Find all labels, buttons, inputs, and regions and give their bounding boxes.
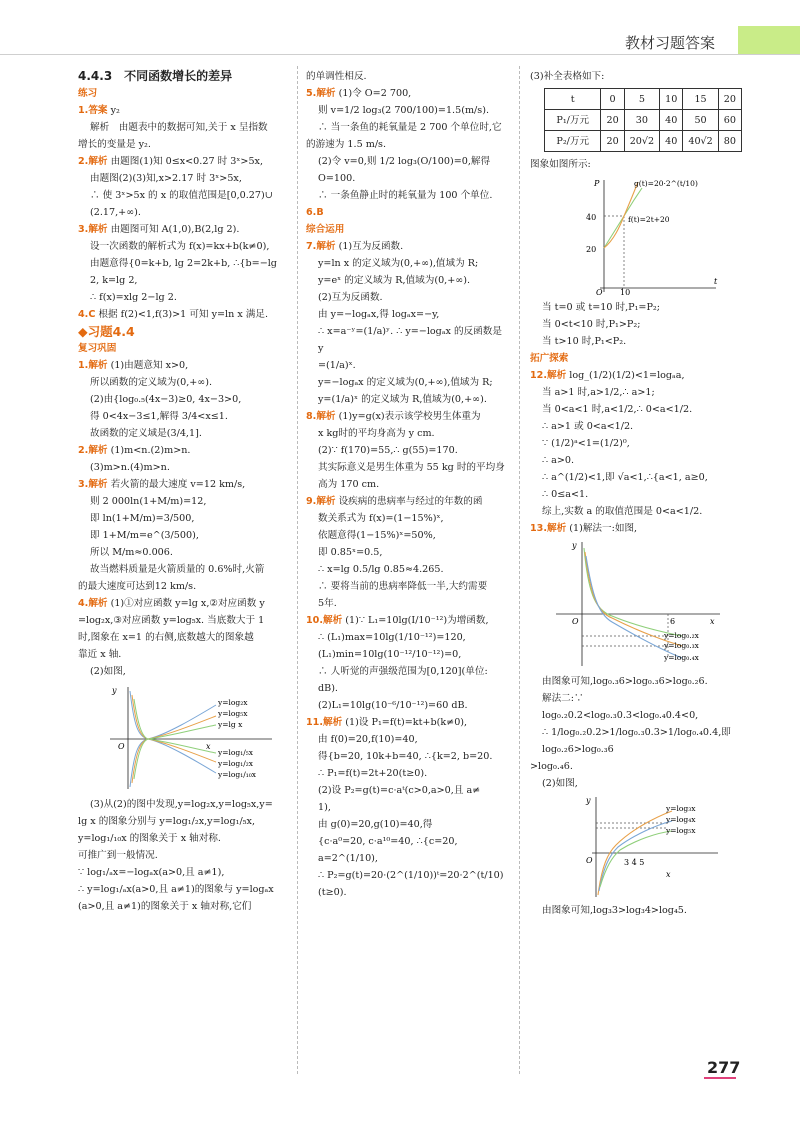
answer-line: 的单调性相反. [306, 71, 367, 82]
x-tick-label: 6 [670, 617, 676, 626]
item-head: 10.解析 [306, 615, 343, 626]
item-head: 2.解析 [78, 445, 108, 456]
apply-label: 综合运用 [306, 224, 345, 235]
answer-line: 可推广到一般情况. [78, 850, 158, 861]
answer-line: y=(1/a)ˣ 的定义域为 R,值域为(0,+∞). [318, 394, 487, 405]
curve-lg [134, 725, 216, 779]
answer-line: x kg时的平均身高为 y cm. [318, 428, 435, 439]
answer-line [78, 221, 288, 238]
page-number-underline [704, 1077, 736, 1079]
answer-line: (2.17,+∞). [90, 207, 141, 218]
column-3 [530, 68, 742, 919]
answer-line: 则 2 000ln(1+M/m)=12, [90, 496, 207, 507]
table-cell: 15 [683, 89, 718, 110]
curve-label: y=log₀.₂x [664, 631, 699, 640]
answer-line: 其实际意义是男生体重为 55 kg 时的平均身 [318, 462, 505, 473]
answer-line: 所以函数的定义域为(0,+∞). [90, 377, 213, 388]
answer-text: (1)解法一:如图, [569, 523, 638, 534]
curve-label: y=log₀.₃x [664, 641, 699, 650]
answer-line: 得{b=20, 10k+b=40, ∴{k=2, b=20. [318, 751, 493, 762]
header-title: 教材习题答案 [625, 34, 716, 52]
answer-line: 当 0<t<10 时,P₁>P₂; [542, 319, 641, 330]
curve-label: y=log₁/₅x [218, 748, 254, 757]
curve-label: y=log₀.₄x [664, 653, 699, 662]
answer-line: (2)令 v=0,则 1/2 log₃(O/100)=0,解得 O=100. [318, 156, 491, 184]
answer-text: y₂ [110, 105, 120, 116]
answer-text: 若火箭的最大速度 v=12 km/s, [110, 479, 246, 490]
table-cell: P₁/万元 [545, 110, 601, 131]
answer-line: 当 t=0 或 t=10 时,P₁=P₂; [542, 302, 661, 313]
table-cell: 10 [660, 89, 683, 110]
answer-text: 由题图可知 A(1,0),B(2,lg 2). [110, 224, 240, 235]
table-cell: 0 [601, 89, 624, 110]
answer-line: 数关系式为 f(x)=(1−15%)ˣ, [318, 513, 444, 524]
table-cell: P₂/万元 [545, 131, 601, 152]
curve-label: y=log₁/₁₀x [218, 770, 257, 779]
answer-line [78, 476, 288, 493]
table-cell: 5 [624, 89, 659, 110]
answer-line: 增长的变量是 y₂. [78, 139, 151, 150]
answer-line: 由图象可知,log₃3>log₃4>log₄5. [542, 905, 687, 916]
answer-text: log_(1/2)(1/2)<1=logₐa, [569, 370, 685, 381]
answer-line: ∴ a^(1/2)<1,即 √a<1,∴{a<1, a≥0, [542, 472, 708, 483]
answer-line: 解法二:∵ log₀.₂0.2<log₀.₃0.3<log₀.₄0.4<0, [542, 693, 699, 721]
page-number: 277 [707, 1058, 741, 1077]
x-axis-label: x [666, 870, 671, 879]
answer-line: 故函数的定义域是(3/4,1]. [90, 428, 202, 439]
x-axis-label: x [206, 742, 211, 751]
answer-line: {c·a⁰=20, c·a¹⁰=40, ∴{c=20, a=2^(1/10), [318, 836, 458, 864]
curve-label: f(t)=2t+20 [628, 215, 670, 224]
item-head: 7.解析 [306, 241, 336, 252]
answer-text: (1)m<n.(2)m>n. [110, 445, 191, 456]
x-tick-label: 10 [620, 288, 631, 296]
log-graph-figure [106, 683, 278, 793]
answer-line: 依题意得(1−15%)ˣ=50%, [318, 530, 436, 541]
answer-line: (L₁)min=10lg(10⁻¹²/10⁻¹²)=0, [318, 649, 462, 660]
answer-line [78, 357, 288, 374]
answer-line: y=log₁/₁₀x 的图象关于 x 轴对称. [78, 833, 221, 844]
table-row [545, 89, 742, 110]
item-head: 12.解析 [530, 370, 567, 381]
item-head: 4.C [78, 309, 96, 320]
answer-line: 高为 170 cm. [318, 479, 380, 490]
table-cell: 80 [718, 131, 741, 152]
log-base-compare-figure-2 [572, 795, 722, 899]
curve-label: y=lg x [218, 720, 243, 729]
curve-log4 [599, 821, 672, 891]
answer-line: ∴ x=lg 0.5/lg 0.85≈4.265. [318, 564, 444, 575]
answer-line: ∴ 0≤a<1. [542, 489, 589, 500]
answer-line: (2)互为反函数. [318, 292, 383, 303]
answer-line: dB). [318, 683, 338, 694]
curve-label: y=log₂x [218, 698, 248, 707]
x-axis-label: x [710, 617, 715, 626]
answer-line: ∴ 人听觉的声强级范围为[0,120](单位: [318, 666, 488, 677]
explore-label: 拓广探索 [530, 353, 569, 364]
answer-line: 即 0.85ˣ=0.5, [318, 547, 383, 558]
table-cell: 20 [601, 131, 624, 152]
item-head: 11.解析 [306, 717, 343, 728]
item-head: 13.解析 [530, 523, 567, 534]
item-head: 2.解析 [78, 156, 108, 167]
item-head: 4.解析 [78, 598, 108, 609]
table-cell: 40 [660, 131, 683, 152]
origin-label: O [586, 856, 593, 865]
x-tick-label: 3 4 5 [624, 858, 645, 867]
answer-line [530, 367, 742, 384]
answer-line [78, 442, 288, 459]
answer-line: 由题意得{0=k+b, lg 2=2k+b, ∴{b=−lg 2, k=lg 2, [90, 258, 277, 286]
answer-line [306, 85, 510, 102]
answer-line: (3)补全表格如下: [530, 71, 605, 82]
answer-line: 的游速为 1.5 m/s. [306, 139, 387, 150]
table-cell: 20 [601, 110, 624, 131]
answer-line: 时,图象在 x=1 的右侧,底数越大的图象越 [78, 632, 254, 643]
answer-line: 故当燃料质量是火箭质量的 0.6%时,火箭 [90, 564, 265, 575]
answer-line: (3)m>n.(4)m>n. [90, 462, 170, 473]
answer-line: 则 v=1/2 log₃(2 700/100)=1.5(m/s). [318, 105, 490, 116]
answer-line: (a>0,且 a≠1)的图象关于 x 轴对称,它们 [78, 901, 252, 912]
y-axis-label: y [572, 541, 577, 550]
table-cell: 20√2 [624, 131, 659, 152]
answer-line [78, 102, 288, 119]
answer-line: ∴ (L₁)max=10lg(1/10⁻¹²)=120, [318, 632, 466, 643]
answer-line [78, 595, 288, 612]
exercise-title: ◆习题4.4 [78, 324, 135, 339]
answer-line: ∴ x=a⁻ʸ=(1/a)ʸ. ∴ y=−logₐx 的反函数是 y [318, 326, 502, 354]
log-base-compare-figure-1 [552, 540, 722, 670]
answer-line [306, 714, 510, 731]
table-cell: 40 [660, 110, 683, 131]
origin-label: O [118, 742, 125, 751]
curve-label: y=log₁/₂x [218, 759, 254, 768]
answer-line: (2)设 P₂=g(t)=c·aᵗ(c>0,a>0,且 a≠ [318, 785, 481, 796]
answer-line: 得 0<4x−3≤1,解得 3/4<x≤1. [90, 411, 228, 422]
answer-line: ∴ P₁=f(t)=2t+20(t≥0). [318, 768, 428, 779]
answer-text: 根据 f(2)<1,f(3)>1 可知 y=ln x 满足. [98, 309, 269, 320]
answer-line [306, 493, 510, 510]
answer-line: 由题图(2)(3)知,x>2.17 时 3ˣ>5x, [90, 173, 242, 184]
y-axis-label: y [112, 686, 117, 695]
answer-line: 综上,实数 a 的取值范围是 0<a<1/2. [542, 506, 703, 517]
answer-line: ∴ 要将当前的患病率降低一半,大约需要 [318, 581, 488, 592]
answer-text: 设疾病的患病率与经过的年数的函 [338, 496, 483, 507]
answer-line: 由图象可知,log₀.₃6>log₀.₃6>log₀.₂6. [542, 676, 708, 687]
practice-label: 练习 [78, 88, 98, 99]
curve-label: y=log₄x [666, 815, 696, 824]
answer-line: 由 y=−logₐx,得 logₐx=−y, [318, 309, 440, 320]
answer-line: (2)如图, [90, 666, 126, 677]
answer-line: ∴ y=log₁/ₐx(a>0,且 a≠1)的图象与 y=logₐx [78, 884, 274, 895]
answer-line: ∴ f(x)=xlg 2−lg 2. [90, 292, 177, 303]
answer-line: 即 1+M/m=e^(3/500), [90, 530, 199, 541]
answer-line: (2)如图, [542, 778, 578, 789]
curve-log02 [584, 548, 682, 636]
answer-line: ∴ 1/log₀.₂0.2>1/log₀.₃0.3>1/log₀.₄0.4,即 log₀.₂6>log₀.₃6 [542, 727, 731, 755]
table-cell: 40√2 [683, 131, 718, 152]
answer-line: 当 a>1 时,a>1/2,∴ a>1; [542, 387, 655, 398]
answer-line: 解析 由题表中的数据可知,关于 x 呈指数 [90, 122, 268, 133]
table-cell: 60 [718, 110, 741, 131]
curve-label: y=log₅x [666, 826, 696, 835]
answer-text: 由题图(1)知 0≤x<0.27 时 3ˣ>5x, [110, 156, 264, 167]
value-table [544, 88, 742, 152]
answer-line: lg x 的图象分别与 y=log₁/₂x,y=log₁/₅x, [78, 816, 255, 827]
curve-label: y=log₅x [218, 709, 248, 718]
answer-text: (1)令 O=2 700, [338, 88, 412, 99]
answer-line: 设一次函数的解析式为 f(x)=kx+b(k≠0), [90, 241, 270, 252]
answer-line: 靠近 x 轴. [78, 649, 122, 660]
answer-text: (1)由题意知 x>0, [110, 360, 189, 371]
y-axis-label: y [586, 796, 591, 805]
column-divider [519, 66, 520, 1074]
answer-text: (1)①对应函数 y=lg x,②对应函数 y [110, 598, 265, 609]
origin-label: O [572, 617, 579, 626]
review-label: 复习巩固 [78, 343, 117, 354]
answer-line: 由 f(0)=20,f(10)=40, [318, 734, 418, 745]
answer-text: (1)设 P₁=f(t)=kt+b(k≠0), [345, 717, 468, 728]
curve-label: y=log₃x [666, 804, 696, 813]
curve-log-tenth [134, 699, 216, 753]
curve-label: g(t)=20·2^(t/10) [634, 179, 698, 188]
answer-line [530, 520, 742, 537]
item-head: 6.B [306, 207, 324, 218]
column-1 [78, 68, 288, 915]
answer-line: ∵ log₁/ₐx=−logₐx(a>0,且 a≠1), [78, 867, 225, 878]
y-tick-label: 40 [586, 213, 597, 222]
answer-line: =log₂x,③对应函数 y=log₅x. 当底数大于 1 [78, 615, 265, 626]
answer-line: ∴ 当一条鱼的耗氧量是 2 700 个单位时,它 [318, 122, 502, 133]
answer-line: y=−logₐx 的定义域为(0,+∞),值域为 R; [318, 377, 493, 388]
item-head: 3.解析 [78, 479, 108, 490]
x-axis-label: t [714, 277, 718, 286]
answer-line: (2)L₁=10lg(10⁻⁶/10⁻¹²)=60 dB. [318, 700, 468, 711]
column-divider [297, 66, 298, 1074]
answer-line: 当 t>10 时,P₁<P₂. [542, 336, 627, 347]
answer-line [306, 612, 510, 629]
table-row [545, 110, 742, 131]
y-axis-label: P [594, 179, 600, 188]
header-accent-bar [738, 26, 800, 54]
answer-line: (2)由{log₀.₅(4x−3)≥0, 4x−3>0, [90, 394, 242, 405]
item-head: 1.解析 [78, 360, 108, 371]
section-title: 4.4.3 不同函数增长的差异 [78, 69, 233, 83]
table-cell: t [545, 89, 601, 110]
answer-text: (1)∵ L₁=10lg(I/10⁻¹²)为增函数, [345, 615, 489, 626]
answer-line [78, 306, 288, 323]
growth-graph-figure [566, 176, 726, 296]
answer-line: 的最大速度可达到12 km/s. [78, 581, 197, 592]
item-head: 1.答案 [78, 105, 108, 116]
item-head: 3.解析 [78, 224, 108, 235]
y-tick-label: 20 [586, 245, 597, 254]
answer-line [306, 238, 510, 255]
answer-line: >log₀.₄6. [530, 761, 573, 772]
answer-line: ∴ 一条鱼静止时的耗氧量为 100 个单位. [318, 190, 493, 201]
answer-line: =(1/a)ˣ. [318, 360, 356, 371]
answer-line: 图象如图所示: [530, 159, 591, 170]
column-2 [306, 68, 510, 901]
item-head: 5.解析 [306, 88, 336, 99]
answer-line [78, 153, 288, 170]
answer-line: ∴ a>0. [542, 455, 575, 466]
answer-line: 即 ln(1+M/m)=3/500, [90, 513, 195, 524]
table-cell: 50 [683, 110, 718, 131]
item-head: 9.解析 [306, 496, 336, 507]
answer-line [306, 408, 510, 425]
answer-line: (2)∵ f(170)=55,∴ g(55)=170. [318, 445, 458, 456]
answer-line: 所以 M/m≈0.006. [90, 547, 173, 558]
answer-line: 1), [318, 802, 331, 813]
header-divider [0, 54, 800, 55]
answer-line: 由 g(0)=20,g(10)=40,得 [318, 819, 433, 830]
table-row [545, 131, 742, 152]
answer-line: ∴ P₂=g(t)=20·(2^(1/10))ᵗ=20·2^(t/10)(t≥0). [318, 870, 504, 898]
answer-text: (1)互为反函数. [338, 241, 404, 252]
answer-line: ∴ 使 3ˣ>5x 的 x 的取值范围是[0,0.27)∪ [90, 190, 273, 201]
table-cell: 30 [624, 110, 659, 131]
item-head: 8.解析 [306, 411, 336, 422]
answer-line: 当 0<a<1 时,a<1/2,∴ 0<a<1/2. [542, 404, 693, 415]
answer-line: y=eˣ 的定义域为 R,值域为(0,+∞). [318, 275, 471, 286]
answer-line: (3)从(2)的图中发现,y=log₂x,y=log₅x,y= [90, 799, 273, 810]
answer-line: ∵ (1/2)ᵃ<1=(1/2)⁰, [542, 438, 630, 449]
answer-line: ∴ a>1 或 0<a<1/2. [542, 421, 634, 432]
answer-line: y=ln x 的定义域为(0,+∞),值域为 R; [318, 258, 479, 269]
origin-label: O [596, 288, 603, 296]
answer-text: (1)y=g(x)表示该学校男生体重为 [338, 411, 481, 422]
table-cell: 20 [718, 89, 741, 110]
answer-line: 5年. [318, 598, 337, 609]
